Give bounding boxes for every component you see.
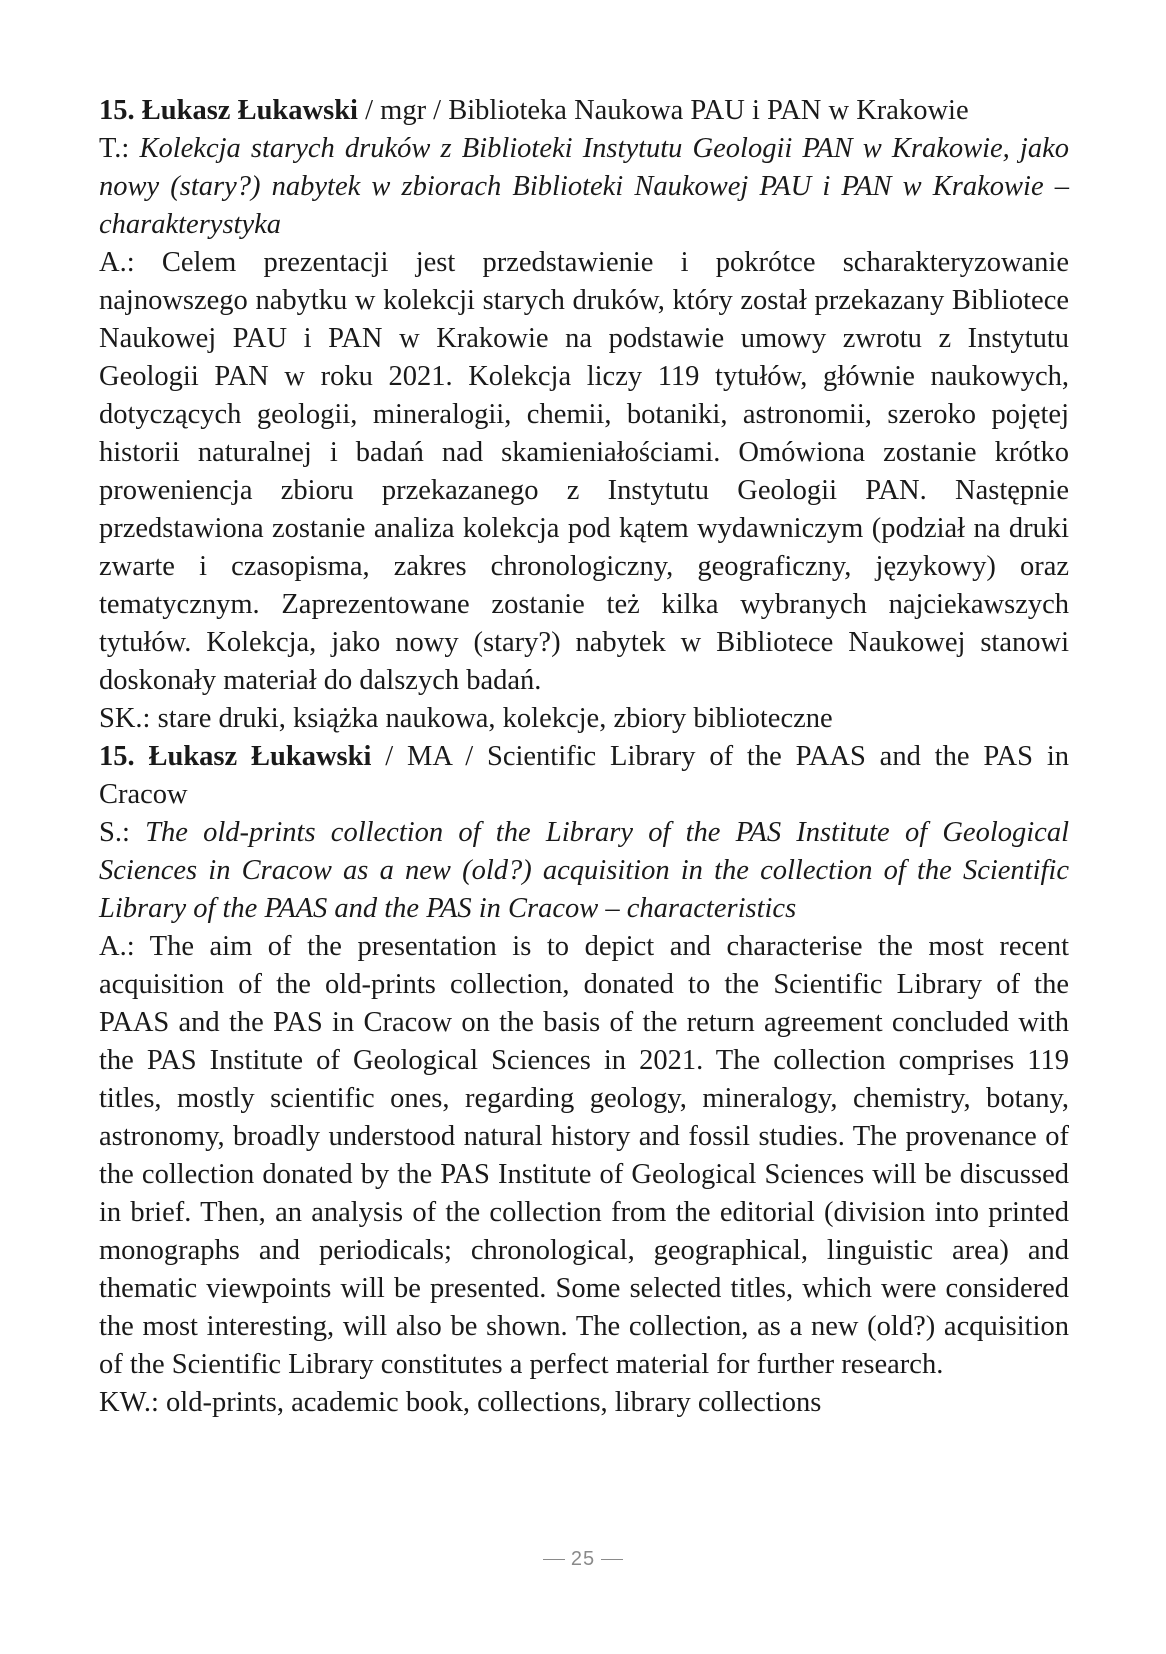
- title-line: [99, 814, 1069, 928]
- abstract-prefix: A.:: [99, 931, 150, 962]
- presentation-title: The old-prints collection of the Library of the PAS Institute of Geological Sciences in Cracow as a new (old?) acquisition in the collection of the Scientific Library of the PAAS and the PAS in Cracow – characteristics: [99, 817, 1069, 924]
- title-line: [99, 130, 1069, 244]
- dash-right: [601, 1559, 623, 1560]
- keywords-text: stare druki, książka naukowa, kolekcje, zbiory biblioteczne: [157, 703, 833, 734]
- page-content: [99, 92, 1069, 1422]
- keywords-line: [99, 1384, 1069, 1422]
- abstract-paragraph: [99, 928, 1069, 1384]
- author-line: [99, 92, 1069, 130]
- title-prefix: T.:: [99, 133, 140, 164]
- author-affiliation: / MA / Scientific Library of the PAAS and the PAS in Cracow: [99, 741, 1070, 810]
- entry-number: 15.: [99, 95, 135, 126]
- abstract-paragraph: [99, 244, 1069, 700]
- abstract-text: Celem prezentacji jest przedstawienie i pokrótce scharakteryzowanie najnowszego nabytku w kolekcji starych druków, który został przekazany Bibliotece Naukowej PAU i PAN w Krakowie na podstawie umowy zwrotu z Instytutu Geologii PAN w roku 2021. Kolekcja liczy 119 tytułów, głównie naukowych, dotyczących geologii, mineralogii, chemii, botaniki, astronomii, szeroko pojętej historii naturalnej i badań nad skamieniałościami. Omówiona zostanie krótko proweniencja zbioru przekazanego z Instytutu Geologii PAN. Następnie przedstawiona zostanie analiza kolekcja pod kątem wydawniczym (podział na druki zwarte i czasopisma, zakres chronologiczny, geograficzny, językowy) oraz tematycznym. Zaprezentowane zostanie też kilka wybranych najciekawszych tytułów. Kolekcja, jako nowy (stary?) nabytek w Bibliotece Naukowej stanowi doskonały materiał do dalszych badań.: [99, 247, 1069, 696]
- abstract-text: The aim of the presentation is to depict and characterise the most recent acquisition of the old-prints collection, donated to the Scientific Library of the PAAS and the PAS in Cracow on the basis of the return agreement concluded with the PAS Institute of Geological Sciences in 2021. The collection comprises 119 titles, mostly scientific ones, regarding geology, mineralogy, chemistry, botany, astronomy, broadly understood natural history and fossil studies. The provenance of the collection donated by the PAS Institute of Geological Sciences will be discussed in brief. Then, an analysis of the collection from the editorial (division into printed monographs and periodicals; chronological, geographical, linguistic area) and thematic viewpoints will be presented. Some selected titles, which were considered the most interesting, will also be shown. The collection, as a new (old?) acquisition of the Scientific Library constitutes a perfect material for further research.: [99, 931, 1069, 1380]
- presentation-title: Kolekcja starych druków z Biblioteki Instytutu Geologii PAN w Krakowie, jako nowy (stary?) nabytek w zbiorach Biblioteki Naukowej PAU i PAN w Krakowie – charakterystyka: [99, 133, 1069, 240]
- abstract-entry-polish: [99, 92, 1069, 738]
- keywords-prefix: SK.:: [99, 703, 158, 734]
- keywords-text: old-prints, academic book, collections, library collections: [166, 1387, 822, 1418]
- page-number-footer: [0, 1548, 1166, 1571]
- dash-left: [543, 1559, 565, 1560]
- author-affiliation: / mgr / Biblioteka Naukowa PAU i PAN w Krakowie: [357, 95, 969, 126]
- abstract-entry-english: [99, 738, 1069, 1422]
- keywords-line: [99, 700, 1069, 738]
- author-name: Łukasz Łukawski: [141, 95, 358, 126]
- author-line: [99, 738, 1069, 814]
- author-name: Łukasz Łukawski: [148, 741, 372, 772]
- entry-number: 15.: [99, 741, 135, 772]
- keywords-prefix: KW.:: [99, 1387, 167, 1418]
- title-prefix: S.:: [99, 817, 146, 848]
- page-number: 25: [570, 1548, 596, 1570]
- abstract-prefix: A.:: [99, 247, 162, 278]
